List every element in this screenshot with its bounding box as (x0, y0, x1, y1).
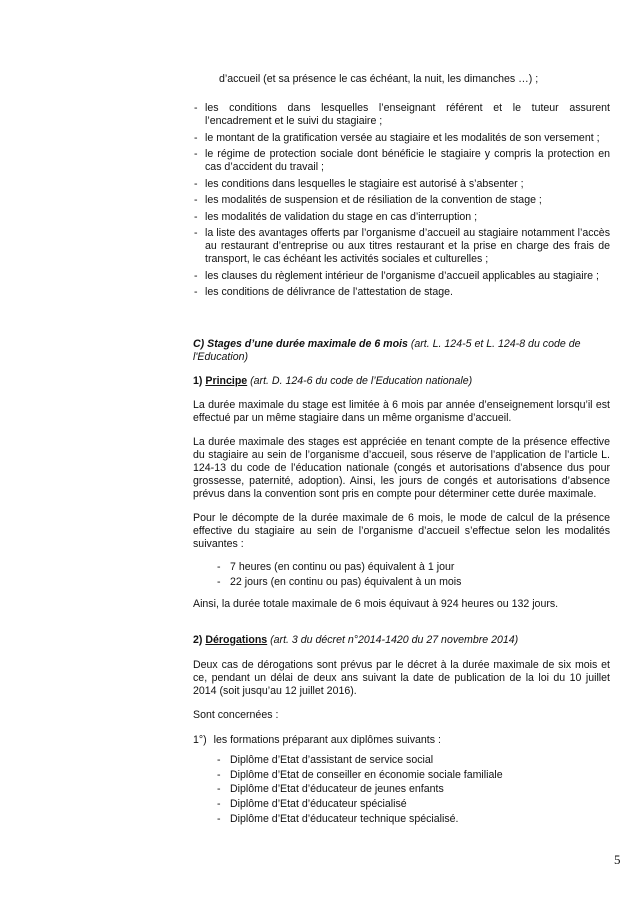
equivalences-list (230, 561, 600, 591)
derogations-number: 2) (193, 634, 203, 646)
principe-title: Principe (205, 375, 248, 387)
page-number: 5 (614, 852, 621, 867)
derogations-ref: (art. 3 du décret n°2014-1420 du 27 novembre 2014) (270, 634, 519, 646)
list-item: - les modalités de suspension et de résiliation de la convention de stage ; (205, 194, 610, 207)
list-item: - les clauses du règlement intérieur de l’organisme d’accueil applicables au stagiaire ; (205, 270, 610, 283)
list-item: - Diplôme d’Etat d’assistant de service social (230, 754, 600, 767)
section-c-heading (193, 338, 593, 364)
derogations-title: Dérogations (205, 634, 268, 646)
derogations-paragraph-1: Deux cas de dérogations sont prévus par le décret à la durée maximale de six mois et ce, pendant un délai de deux ans suivant la date de publication de la loi du 10 juillet 2014 (soit jusqu’au 12 juillet 2016). (193, 659, 610, 697)
list-item: - les conditions dans lesquelles le stagiaire est autorisé à s’absenter ; (205, 178, 610, 191)
list-item: - les modalités de validation du stage en cas d’interruption ; (205, 211, 610, 224)
list-item: - Diplôme d’Etat d’éducateur de jeunes enfants (230, 783, 600, 796)
section-c-ref: (art. L. 124-5 et L. 124-8 du code de l'Education) (193, 338, 581, 363)
formations-item-number: 1°) (193, 734, 207, 746)
diplomas-list (230, 754, 600, 827)
principe-paragraph-2: La durée maximale des stages est appréciée en tenant compte de la présence effective du stagiaire au sein de l’organisme d’accueil, sous réserve de l’application de l’article L. 124-13 du code de l’éducation nationale (congés et autorisations d’absence dus pour grossesse, paternité, adoption). Ainsi, les jours de congés et autorisations d’absence prévus dans la convention sont pris en compte pour déterminer cette durée maximale. (193, 436, 610, 500)
principe-paragraph-4: Ainsi, la durée totale maximale de 6 mois équivaut à 924 heures ou 132 jours. (193, 598, 559, 610)
list-item: - le montant de la gratification versée au stagiaire et les modalités de son versement ; (205, 132, 610, 145)
list-item: - Diplôme d’Etat d’éducateur spécialisé (230, 798, 600, 811)
principe-ref: (art. D. 124-6 du code de l’Education nationale) (250, 375, 473, 387)
principe-paragraph-3: Pour le décompte de la durée maximale de 6 mois, le mode de calcul de la présence effective du stagiaire au sein de l’organisme d’accueil s’effectue selon les modalités suivantes : (193, 512, 610, 550)
list-item: - 7 heures (en continu ou pas) équivalent à 1 jour (230, 561, 600, 574)
formations-item (193, 734, 610, 747)
continued-list-line: d’accueil (et sa présence le cas échéant, la nuit, les dimanches …) ; (219, 73, 539, 85)
principe-heading (193, 375, 610, 388)
principe-paragraph-1: La durée maximale du stage est limitée à 6 mois par année d’enseignement lorsqu’il est effectué par un même stagiaire dans un même organisme d’accueil. (193, 399, 610, 424)
derogations-paragraph-2: Sont concernées : (193, 709, 279, 721)
list-item: - 22 jours (en continu ou pas) équivalent à un mois (230, 576, 600, 589)
list-item: - Diplôme d’Etat de conseiller en économie sociale familiale (230, 769, 600, 782)
formations-item-text: les formations préparant aux diplômes suivants : (213, 734, 441, 746)
list-item: - la liste des avantages offerts par l’organisme d’accueil au stagiaire notamment l’accès au restaurant d’entreprise ou aux titres restaurant et la prise en charge des frais de transport, le cas échéant les activités sociales et culturelles ; (205, 227, 610, 266)
list-item: - Diplôme d’Etat d’éducateur technique spécialisé. (230, 813, 600, 826)
derogations-heading (193, 634, 610, 647)
section-c-title: C) Stages d’une durée maximale de 6 mois (193, 338, 408, 350)
principe-number: 1) (193, 375, 203, 387)
list-item: - le régime de protection sociale dont bénéficie le stagiaire y compris la protection en cas d’accident du travail ; (205, 148, 610, 174)
list-item: - les conditions de délivrance de l’attestation de stage. (205, 286, 610, 299)
conditions-list (205, 102, 610, 303)
list-item: - les conditions dans lesquelles l’enseignant référent et le tuteur assurent l’encadrement et le suivi du stagiaire ; (205, 102, 610, 128)
